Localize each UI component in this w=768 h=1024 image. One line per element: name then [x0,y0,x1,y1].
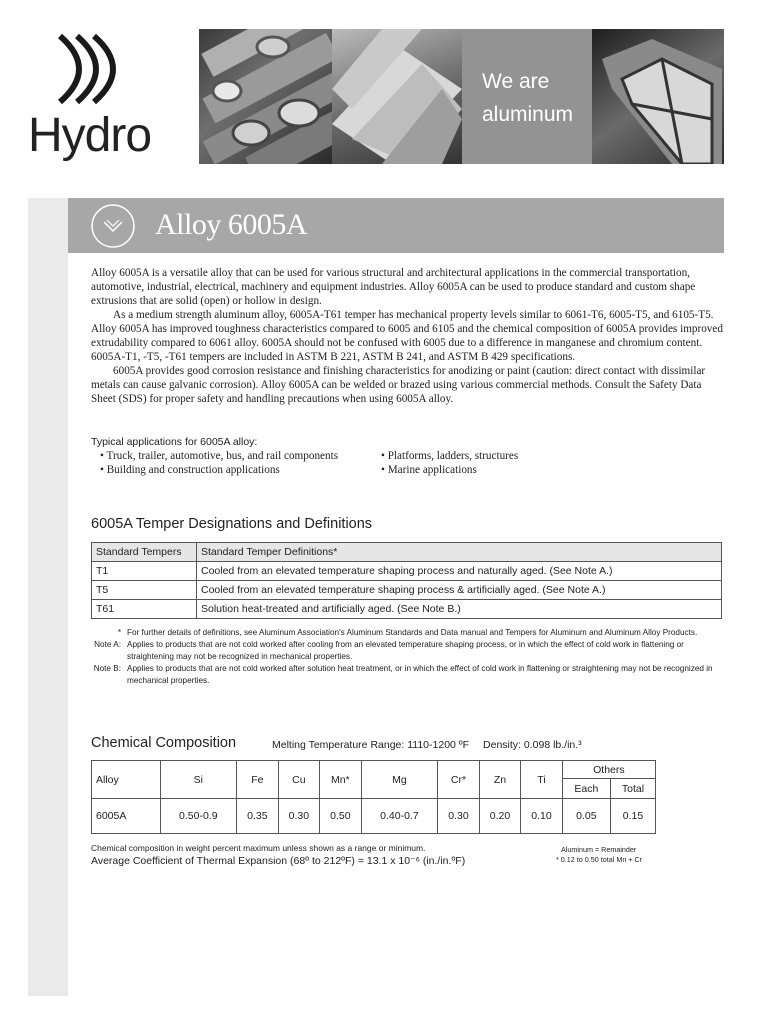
note-mark: * [117,628,121,637]
table-cell: Cooled from an elevated temperature shaping process & artificially aged. (See Note A.) [197,581,722,600]
table-header-cell: Ti [521,761,563,799]
tagline-line-1: We are [482,70,550,93]
table-cell: Cooled from an elevated temperature shaping process and naturally aged. (See Note A.) [197,562,722,581]
page-title: Alloy 6005A [155,208,307,241]
table-row [92,562,722,581]
chemical-table [91,760,656,834]
intro-paragraph-1: Alloy 6005A is a versatile alloy that can be used for various structural and architectural applications in the commercial transportation, automotive, industrial, electrical, machinery and equipment industries. Alloy 6005A can be used to produce standard and custom shape extrusions that are solid (open) or hollow in design. [91,267,696,307]
table-cell: 0.05 [562,799,610,834]
table-cell: 0.30 [278,799,320,834]
banner-plates-image [332,29,462,164]
table-header-cell: Alloy [92,761,161,799]
hydro-arcs-icon [55,32,131,106]
banner-tagline [482,65,573,131]
table-row [92,799,656,834]
note-a [91,639,716,663]
table-row [92,600,722,619]
chemical-properties-line [272,739,582,751]
title-bar [68,198,724,253]
banner-tagline-tile [462,29,592,164]
intro-paragraph-3: 6005A provides good corrosion resistance and finishing characteristics for anodizing or paint (caution: direct contact with dissimilar metals can cause galvanic corrosion). Alloy 6005A can be welded or brazed using various commercial methods. Consult the Safety Data Sheet (SDS) for proper safety and handling precautions when using 6005A alloy. [91,365,706,405]
table-header-cell: Cu [278,761,320,799]
chemical-section-title: Chemical Composition [91,735,237,751]
table-cell: T1 [92,562,197,581]
list-item: • Truck, trailer, automotive, bus, and rail components [100,450,339,462]
note-text: Applies to products that are not cold worked after solution heat treatment, or in which the effect of cold work in flattening or straightening may not be recognized in mechanical properties. [127,664,713,685]
density: Density: 0.098 lb./in.³ [483,739,582,751]
intro-paragraph-2: As a medium strength aluminum alloy, 6005A-T61 temper has mechanical property levels similar to 6061-T6, 6005-T5, and 6105-T5. Alloy 6005A has improved toughness characteristics compared to 6005 and 6105 and the chemical composition of 6005A provides improved extrudability compared to 6061 alloy. 6005A should not be confused with 6005 due to a difference in manganese and chromium content. 6005A-T1, -T5, -T61 tempers are included in ASTM B 221, ASTM B 241, and ASTM B 429 specifications. [91,309,723,363]
table-header-cell: Standard Tempers [92,543,197,562]
banner-pipes-image [199,29,332,164]
table-cell: 0.35 [237,799,279,834]
note-mark: Note B: [93,664,121,673]
list-item: • Marine applications [381,464,477,476]
banner-profile-image [592,29,724,164]
table-header-cell: Si [160,761,237,799]
table-cell: Solution heat-treated and artificially aged. (See Note B.) [197,600,722,619]
table-cell: T5 [92,581,197,600]
note-footnote [91,627,716,639]
temper-notes [91,627,716,687]
brand-name: Hydro [28,109,152,162]
intro-text [91,266,723,406]
table-cell: 0.40-0.7 [361,799,438,834]
table-header-cell: Total [611,779,656,799]
table-header-cell: Zn [479,761,521,799]
table-cell: 0.15 [611,799,656,834]
temper-table [91,542,722,619]
applications-list-right [381,449,518,477]
table-header-cell: Standard Temper Definitions* [197,543,722,562]
remainder-note: Aluminum = Remainder [561,845,637,854]
header-banner [199,29,724,164]
note-text: For further details of definitions, see Aluminum Association's Aluminum Standards and Data manual and Tempers for Aluminum and Aluminum Alloy Products. [127,628,698,637]
applications-heading: Typical applications for 6005A alloy: [91,436,258,448]
melting-range: Melting Temperature Range: 1110-1200 ºF [272,739,470,751]
table-header-cell: Each [562,779,610,799]
table-header-cell: Mg [361,761,438,799]
tempers-section-title: 6005A Temper Designations and Definitions [91,516,373,532]
table-header-cell: Others [562,761,655,779]
table-cell: 0.30 [438,799,480,834]
table-cell: 0.10 [521,799,563,834]
note-b [91,663,716,687]
hydro-logo [0,0,200,170]
applications-list-left [100,449,338,477]
mn-cr-note: * 0.12 to 0.50 total Mn + Cr [556,855,643,864]
table-header-cell: Mn* [320,761,362,799]
table-header-row [92,543,722,562]
chevron-down-circle-icon [90,203,136,249]
table-cell: 6005A [92,799,161,834]
table-header-cell: Fe [237,761,279,799]
note-mark: Note A: [94,640,121,649]
thermal-expansion-note: Average Coefficient of Thermal Expansion (68º to 212ºF) = 13.1 x 10⁻⁶ (in./in.ºF) [91,855,466,867]
side-strip [28,198,68,996]
table-cell: T61 [92,600,197,619]
list-item: • Platforms, ladders, structures [381,450,519,462]
table-header-row [92,761,656,779]
table-cell: 0.50-0.9 [160,799,237,834]
tagline-line-2: aluminum [482,103,574,126]
table-cell: 0.20 [479,799,521,834]
table-row [92,581,722,600]
table-cell: 0.50 [320,799,362,834]
composition-note: Chemical composition in weight percent maximum unless shown as a range or minimum. [91,843,426,853]
note-text: Applies to products that are not cold worked after cooling from an elevated temperature shaping process, or in which the effect of cold work in flattening or straightening may not be recognized in mechanical properties. [127,640,684,661]
list-item: • Building and construction applications [100,464,280,476]
table-header-cell: Cr* [438,761,480,799]
